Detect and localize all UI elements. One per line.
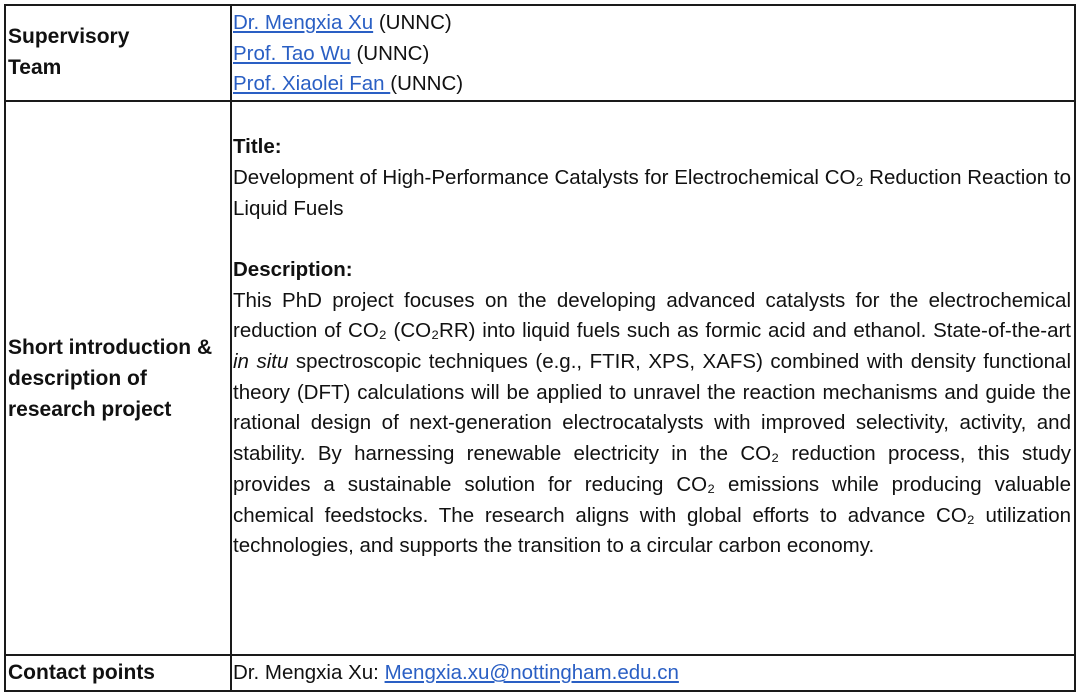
project-description-row: [5, 101, 1075, 655]
paragraph-gap: [233, 224, 1071, 255]
supervisory-label-line1: Supervisory: [8, 25, 130, 48]
contact-email-link[interactable]: Mengxia.xu@nottingham.edu.cn: [384, 661, 679, 685]
description-heading: Description:: [233, 257, 353, 281]
supervisor-link-xu[interactable]: Dr. Mengxia Xu: [233, 11, 374, 34]
description-body: [233, 286, 1071, 562]
contact-separator: :: [373, 661, 385, 685]
contact-person: Dr. Mengxia Xu: [233, 661, 374, 685]
contact-value: [231, 655, 1075, 691]
supervisor-entry: [233, 69, 1071, 100]
supervisor-entry: [233, 39, 1071, 70]
supervisory-team-members: [231, 5, 1075, 101]
supervisor-entry: [233, 8, 1071, 39]
supervisor-affiliation: (UNNC): [390, 72, 464, 96]
project-description-content: [231, 101, 1075, 655]
supervisory-team-label: [5, 5, 231, 101]
supervisor-link-fan[interactable]: Prof. Xiaolei Fan: [233, 72, 391, 96]
title-heading: Title:: [233, 135, 282, 159]
project-title-text: Development of High-Performance Catalysts for Electrochemical CO₂ Reduction Reaction to Liquid Fuels: [233, 165, 1071, 220]
project-info-table: [4, 4, 1076, 692]
contact-label: Contact points: [5, 655, 231, 691]
description-part1: This PhD project focuses on the developing advanced catalysts for the electrochemical reduction of CO₂ (CO₂RR) into liquid fuels such as formic acid and ethanol. State-of-the-art: [233, 288, 1071, 343]
contact-row: [5, 655, 1075, 691]
description-italic: in situ: [233, 350, 289, 374]
supervisory-team-row: [5, 5, 1075, 101]
supervisory-label-line2: Team: [8, 56, 62, 79]
supervisor-affiliation: (UNNC): [373, 11, 452, 34]
description-part2: spectroscopic techniques (e.g., FTIR, XPS, XAFS) combined with density functional theory (DFT) calculations will be applied to unravel the reaction mechanisms and guide the rational design of next-generation electrocatalysts with improved selectivity, activity, and stability. By harnessing renewable electricity in the CO₂ reduction process, this study provides a sustainable solution for reducing CO₂ emissions while producing valuable chemical feedstocks. The research aligns with global efforts to advance CO₂ utilization technologies, and supports the transition to a circular carbon economy.: [233, 350, 1071, 558]
project-label-line1: Short introduction &: [8, 335, 213, 359]
supervisor-link-wu[interactable]: Prof. Tao Wu: [233, 41, 351, 65]
project-label-line3: research project: [8, 397, 172, 421]
supervisor-affiliation: (UNNC): [350, 41, 430, 65]
project-label-line2: description of: [8, 366, 147, 390]
project-description-label: [5, 101, 231, 655]
